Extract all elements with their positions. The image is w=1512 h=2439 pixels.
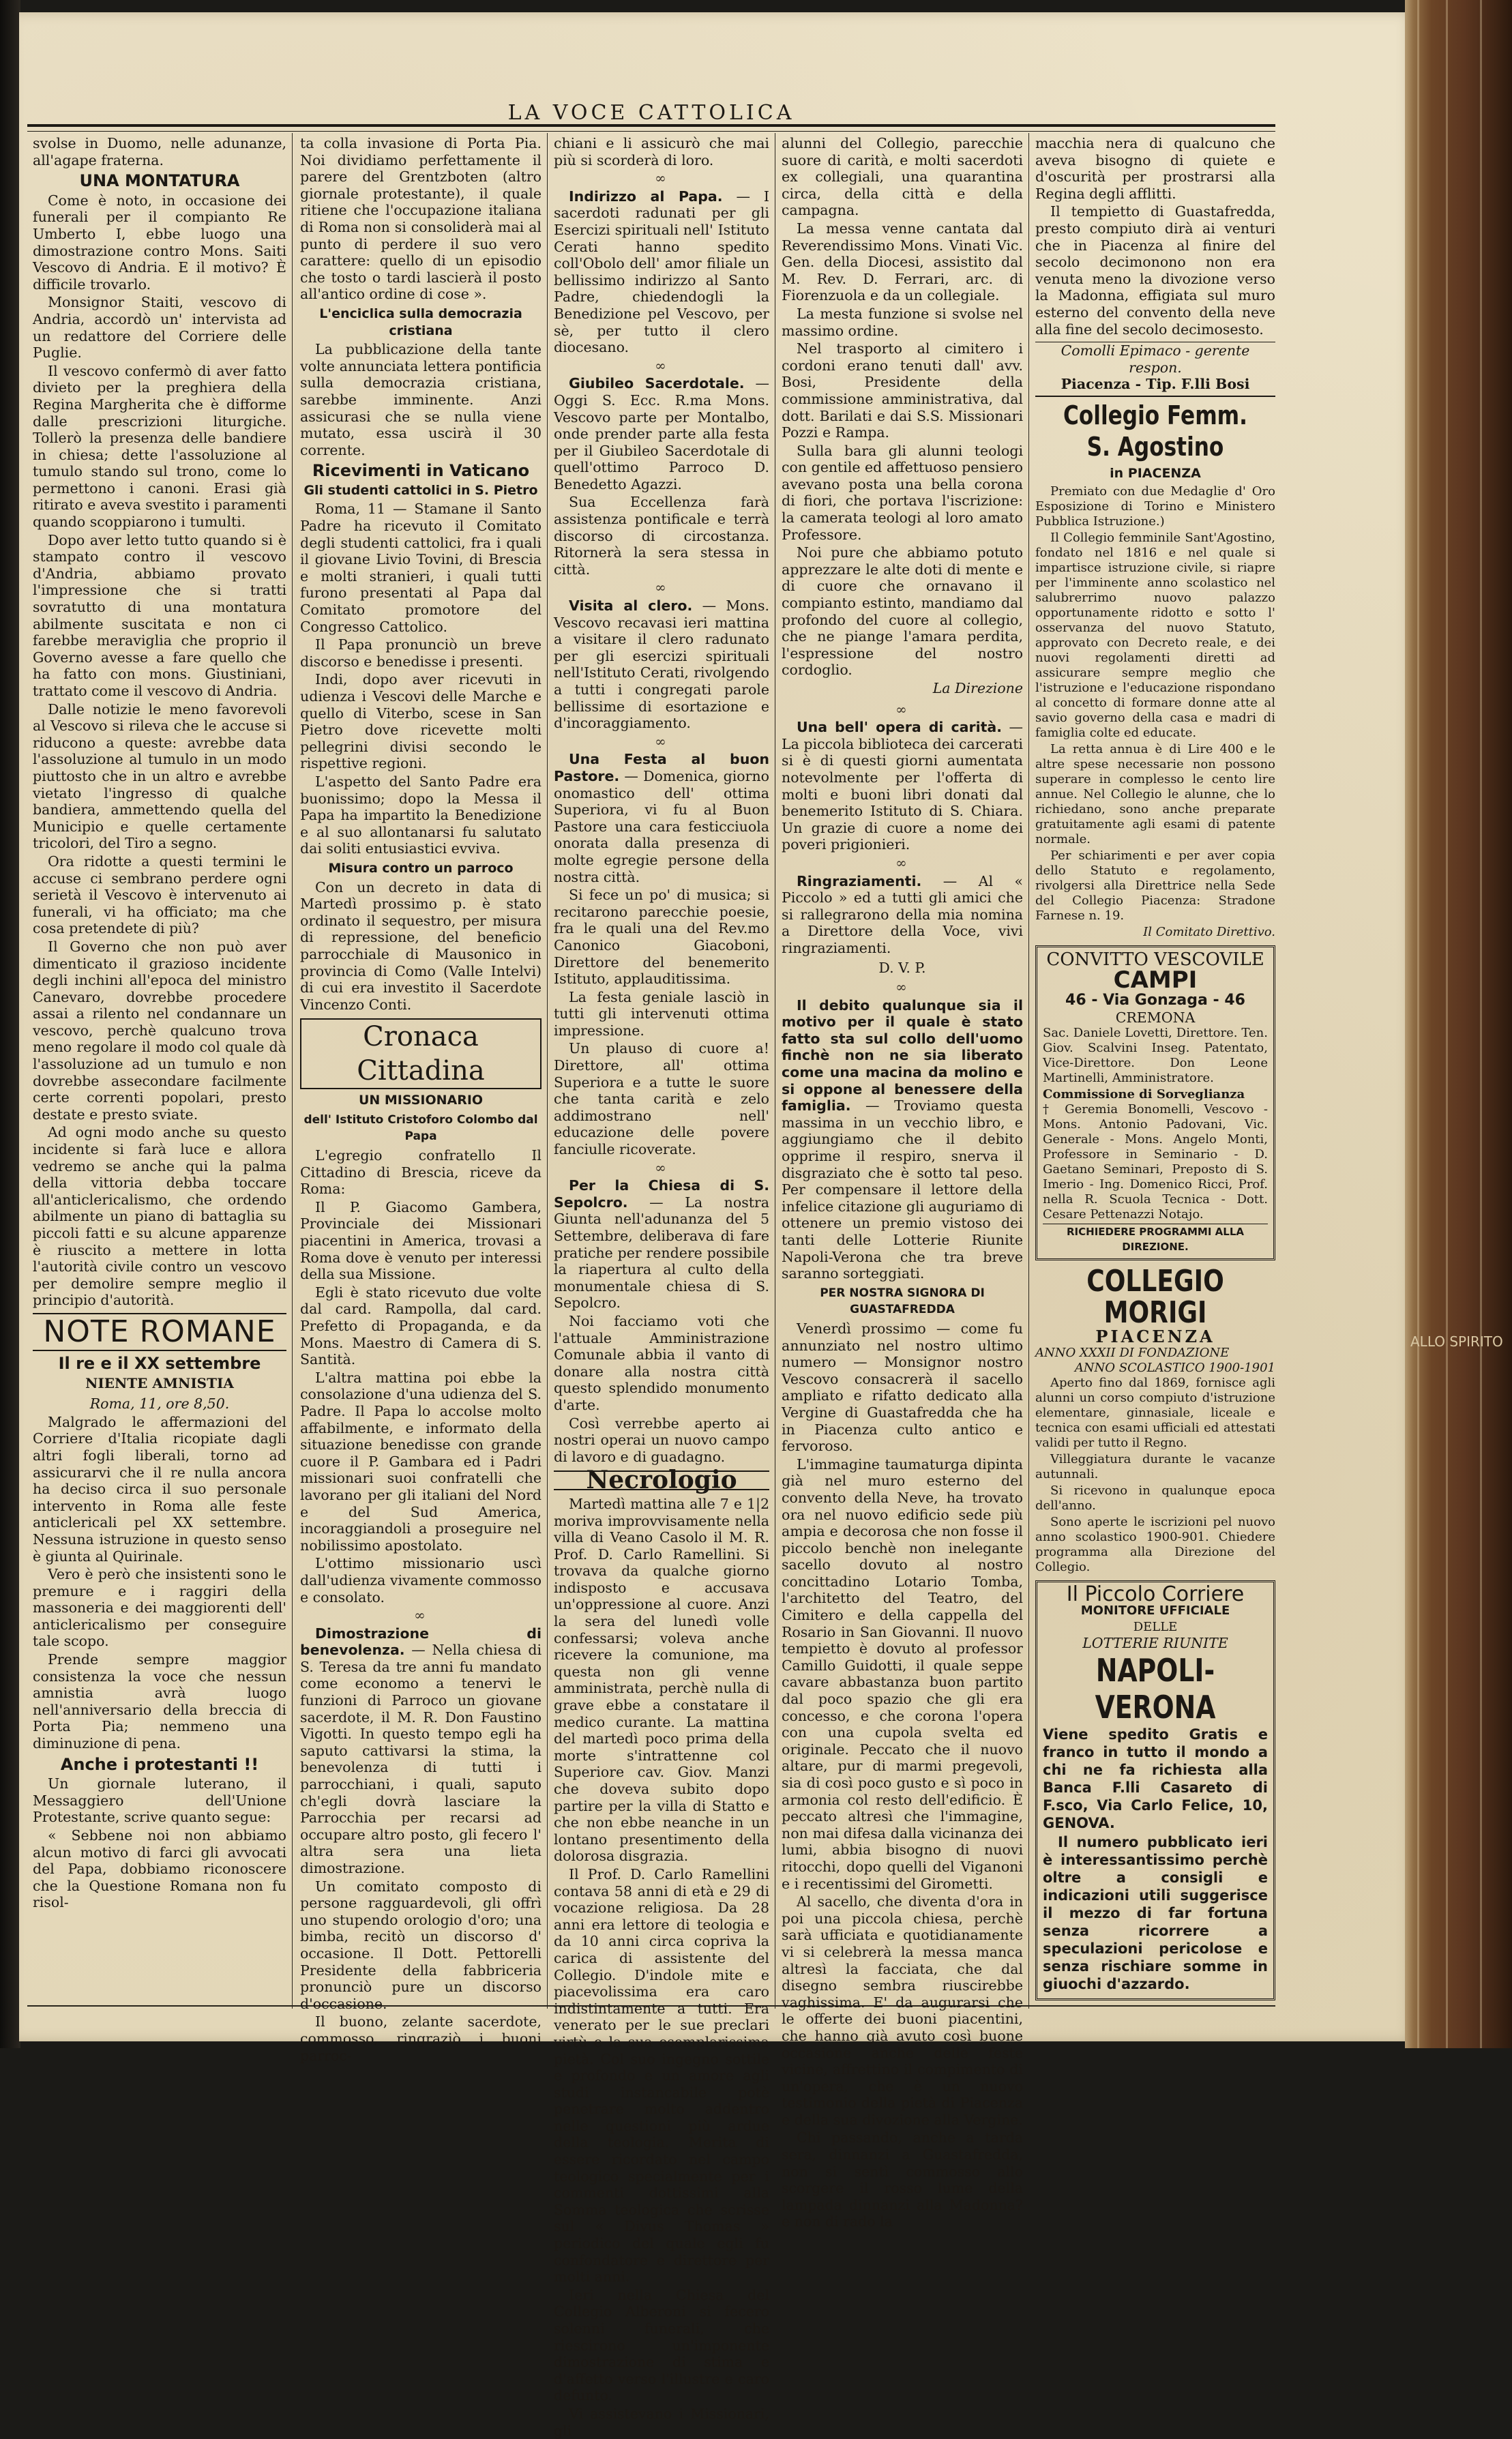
ad-subheading: MONITORE UFFICIALE	[1080, 1603, 1230, 1618]
article-text: Il vescovo confermò di aver fatto divieto per la preghiera della Regina Margherita che è difforme dalle prescrizioni liturgiche. Tollerò la presenza delle bandiere in chiesa; dette l'assoluzione al tumulo stando sul trono, come lo permettono i canoni. Erasi già ritirato e aveva svestito i paramenti quando scoppiarono i tumulti.	[33, 362, 286, 531]
article-heading: Ricevimenti in Vaticano	[312, 461, 530, 481]
article-text: L'aspetto del Santo Padre era buonissimo; dopo la Messa il Papa ha impartito la Benedizione e al suo allontanarsi fu salutato dai soliti entusiastici evviva.	[300, 773, 542, 857]
article-text: L'ottimo missionario uscì dall'udienza vivamente commosso e consolato.	[300, 1555, 542, 1606]
article-text: Sua Eccellenza farà assistenza pontificale e terrà discorso di circostanza. Ritornerà la sera stessa in città.	[554, 494, 769, 578]
article-text: — Al « Piccolo » ed a tutti gli amici che si rallegrarono della mia nomina a Direttore della Voce, vivi ringraziamenti.	[782, 872, 1023, 956]
article-text: Il buono, zelante sacerdote, commosso, ringraziò i buoni parroc-	[300, 2013, 542, 2064]
article-text: La pubblicazione della tante volte annunciata lettera pontificia sulla democrazia cristiana, sarebbe imminente. Anzi assicurasi che se nulla viene mutato, essa uscirà il 30 corrente.	[300, 341, 542, 458]
ad-address: 46 - Via Gonzaga - 46	[1065, 992, 1245, 1009]
article-text: L'immagine taumaturga dipinta già nel muro esterno del convento della Neve, ha trovato ora nel nuovo edificio sede più ampia e decorosa che non fosse il piccolo benchè non inelegante sacello dovuto al nostro concittadino Lotario Tomba, l'architetto del Teatro, del Cimitero e della cappella del Rosario in San Giovanni. Il nuovo tempietto è dovuto al professor Camillo Guidotti, il quale seppe cavare abbastanza buon partito dal poco spazio che gli era concesso, e che corona l'opera con una cupola svelta ed originale. Peccato che il nuovo altare, pur di marmi pregevoli, sia di così poco gusto e sì poco in armonia col resto dell'edificio. È peccato altresì che l'immagine, non mai difesa dalla vicinanza dei lumi, abbia bisogno di nuovi ritocchi, dopo quelli del Viganoni e i recentissimi del Girometti.	[782, 1455, 1023, 1892]
column-4	[782, 135, 1023, 2230]
ad-title: CONVITTO VESCOVILE	[1046, 949, 1264, 970]
article-text: alunni del Collegio, parecchie suore di carità, e molti sacerdoti ex collegiali, una quarantina circa, della città e della campagna.	[782, 135, 1023, 219]
ornament: ∞	[895, 979, 909, 996]
ad-year: ANNO XXXII DI FONDAZIONE	[1035, 1345, 1230, 1360]
ad-title: Collegio Femm. S. Agostino	[1063, 400, 1247, 462]
article-text	[554, 375, 769, 492]
article-text: — Mons. Vescovo recavasi ieri mattina a visitare il clero radunato per gli esercizi spirituali nell'Istituto Cerati, rivolgendo a tutti i congregati parole bellissime di esortazione e d'incoraggiamento.	[554, 597, 770, 732]
run-in-heading: Indirizzo al Papa.	[569, 188, 723, 205]
header-rule	[27, 124, 1275, 132]
ad-text: Il Collegio femminile Sant'Agostino, fondato nel 1816 e nel quale si impartisce istruzione civile, si riapre per l'imminente anno scolastico nel salubrerrimo nuovo palazzo opportunamente ridotto e sotto l' osservanza del nuovo Statuto, approvato con Decreto reale, e dei nuovi regolamenti diretti ad assicurare sempre meglio che l'istruzione e l'educazione rispondano al concetto di formare donne atte al savio governo della casa e madri di famiglia colte ed educate.	[1035, 530, 1275, 740]
article-text: Così verrebbe aperto ai nostri operai un nuovo campo di lavoro e di guadagno.	[554, 1415, 769, 1465]
column-1	[33, 135, 286, 2004]
ornament: ∞	[414, 1607, 428, 1624]
ad-text: Il numero pubblicato ieri è interessantissimo perchè oltre a consigli e indicazioni utili suggerisce il mezzo di far fortuna senza ricorrere a speculazioni pericolose e senza rischiare somme in giuochi d'azzardo.	[1043, 1833, 1268, 1992]
article-text: — Domenica, giorno onomastico dell' ottima Superiora, vi fu al Buon Pastore una cara festicciuola onorata dalla presenza di molte egregie persone della nostra città.	[554, 767, 769, 885]
article-heading: Misura contro un parroco	[328, 860, 514, 876]
article-text: Noi facciamo voti che l'attuale Amministrazione Comunale abbia il vanto di donare alla nostra città questo splendido monumento d'arte.	[554, 1312, 769, 1413]
section-heading: Necrologio	[554, 1470, 769, 1490]
article-text	[554, 1177, 769, 1312]
ad-text: Sono aperte le iscrizioni pel nuovo anno scolastico 1900-901. Chiedere programma alla Direzione del Collegio.	[1035, 1514, 1275, 1574]
article-text: Il Governo che non può aver dimenticato il grazioso incidente degli inchini all'epoca del ministro Canevaro, dovrebbe procedere assai a rilento nel condannare un vescovo, perchè qualcuno trova meno regolare il modo col quale dà l'assoluzione ad un tumulo e non dovrebbe assecondare facilmente certe correnti popolari, presto destate e presto sviate.	[33, 938, 286, 1123]
ad-collegio-sant-agostino	[1035, 400, 1275, 940]
article-subheading: NIENTE AMNISTIA	[85, 1374, 234, 1391]
ad-footer: RICHIEDERE PROGRAMMI ALLA DIREZIONE.	[1043, 1224, 1268, 1254]
book-spine	[1405, 0, 1512, 2048]
ad-title: Il Piccolo Corriere	[1066, 1582, 1245, 1606]
article-text: Nel trasporto al cimitero i cordoni erano tenuti dall' avv. Bosi, Presidente della commissione amministrativa, dal dott. Barilati e dai S.S. Missionari Pozzi e Rampa.	[782, 340, 1023, 441]
article-text: Con un decreto in data di Martedì prossimo p. è stato ordinato il sequestro, per misura di repressione, del beneficio parrocchiale di Mausonico in provincia di Como (Valle Intelvi) di cui era investito il Sacerdote Vincenzo Conti.	[300, 878, 542, 1013]
ornament: ∞	[655, 1159, 668, 1176]
article-heading: Anche i protestanti !!	[60, 1754, 259, 1774]
article-text: Venerdì prossimo — come fu annunziato nel nostro ultimo numero — Monsignor nostro Vescovo consacrerà il sacello ampliato e rifatto dedicato alla Vergine di Guastafredda che ha in Piacenza culto antico e fervoroso.	[782, 1320, 1023, 1455]
article-text: La festa geniale lasciò in tutti gli intervenuti ottima impressione.	[554, 988, 769, 1039]
run-in-heading: Visita al clero.	[569, 597, 693, 615]
article-text: Un plauso di cuore a! Direttore, all' ottima Superiora e a tutte le suore che tanta carità e zelo addimostrano nell' educazione delle povere fanciulle ricoverate.	[554, 1040, 769, 1158]
run-in-heading: Ringraziamenti.	[797, 872, 922, 889]
article-text: Ora ridotte a questi termini le accuse ci sembrano perdere ogni serietà il Vescovo è intervenuto ai funerali, vi ha officiato; ma che cosa pretendete di più?	[33, 853, 286, 937]
article-text	[554, 597, 769, 732]
article-text: — Oggi S. Ecc. R.ma Mons. Vescovo parte per Montalbo, onde prender parte alla festa per il Giubileo Sacerdotale di quell'ottimo Parroco D. Benedetto Agazzi.	[554, 375, 769, 492]
article-text: Roma, 11 — Stamane il Santo Padre ha ricevuto il Comitato degli studenti cattolici, fra i quali il giovane Livio Tovini, di Brescia e molti stranieri, i quali tutti furono presentati al Papa dal Comitato promotore del Congresso Cattolico.	[300, 501, 542, 635]
ad-title: COLLEGIO MORIGI	[1086, 1264, 1224, 1331]
article-text: Indi, dopo aver ricevuti in udienza i Vescovi delle Marche e quello di Viterbo, scese in San Pietro dove ricevette molti pellegrini divisi secondo le rispettive regioni.	[300, 671, 542, 772]
ad-collegio-morigi	[1035, 1266, 1275, 1575]
article-text: Ad ogni modo anche su questo incidente si farà luce e allora vedremo se anche qui la palma della vittoria debba toccare all'anticlericalismo, che ordendo abilmente un piano di battaglia su piccoli fatti e su alcune apparenze è riuscito a mettere in lotta l'autorità civile contro un vescovo per demolire sempre meglio il principio d'autorità.	[33, 1124, 286, 1309]
article-text: Monsignor Staiti, vescovo di Andria, accordò un' intervista ad un redattore del Corriere delle Puglie.	[33, 294, 286, 361]
article-text	[782, 873, 1023, 957]
article-text: Malgrado le affermazioni del Corriere d'Italia ricopiate dagli altri fogli liberali, torno ad assicurarvi che il re nulla ancora ha deciso circa il suo personale intervento in Roma alle feste anticlericali pel XX settembre. Nessuna istruzione in questo senso è giunta al Quirinale.	[33, 1413, 286, 1565]
printer-line: Piacenza - Tip. F.lli Bosi	[1061, 376, 1250, 393]
ad-text: Aperto fino dal 1869, fornisce agli alunni un corso compiuto d'istruzione elementare, ginnasiale, liceale e tecnica con esami ufficiali ed attestati validi per tutto il Regno.	[1035, 1375, 1275, 1450]
article-text: Un giornale luterano, il Messaggiero dell'Unione Protestante, scrive quanto segue:	[33, 1775, 286, 1826]
article-heading: UNA MONTATURA	[79, 171, 240, 191]
article-subheading: Gli studenti cattolici in S. Pietro	[303, 482, 538, 498]
ad-subheading: Commissione di Sorveglianza	[1043, 1087, 1245, 1102]
article-text: La mesta funzione si svolse nel massimo ordine.	[782, 305, 1023, 339]
article-text: svolse in Duomo, nelle adunanze, all'agape fraterna.	[33, 135, 286, 168]
article-text: Come è noto, in occasione dei funerali per il compianto Re Umberto I, ebbe luogo una dimostrazione contro Mons. Saiti Vescovo di Andria. E il motivo? È difficile trovarlo.	[33, 192, 286, 293]
ad-text: Premiato con due Medaglie d' Oro Esposizione di Torino e Ministero Pubblica Istruzione.)	[1035, 484, 1275, 529]
run-in-heading: Il debito qualunque sia il motivo per il quale è stato fatto sta sul collo dell'uomo finchè non ne sia liberato come una macina da molino e si oppone al benessere della famiglia.	[782, 996, 1023, 1114]
signature: D. V. P.	[878, 959, 926, 976]
article-text: Un comitato composto di persone ragguardevoli, gli offrì uno stupendo orologio d'oro; una bimba, recitò un discorso d' occasione. Il Dott. Pettorelli Presidente della fabbriceria pronunciò pure un discorso d'occasione.	[300, 1878, 542, 2012]
run-in-heading: Per la Chiesa di S. Sepolcro.	[554, 1177, 769, 1211]
article-text	[782, 997, 1023, 1282]
ad-text: Sac. Daniele Lovetti, Direttore. Ten. Giov. Scalvini Inseg. Patentato, Vice-Direttore. Don Leone Martinelli, Amministratore.	[1043, 1026, 1268, 1086]
article-text: Vero è però che insistenti sono le premure e i raggiri della massoneria e dei maggiorenti dell' anticlericalismo per conseguire tale scopo.	[33, 1566, 286, 1650]
ad-piccolo-corriere	[1035, 1580, 1275, 2000]
article-text: chiani e li assicurò che mai più si scorderà di loro.	[554, 135, 769, 168]
article-text: Il Papa pronunciò un breve discorso e benedisse i presenti.	[300, 636, 542, 670]
article-text: Il tempietto di Guastafredda, presto compiuto dirà ai venturi che in Piacenza al finire del secolo decimonono non era venuta meno la divozione verso la Madonna, effigiata sul muro esterno del convento della neve alla fine del secolo decimosesto.	[1035, 203, 1275, 338]
spine-label: ALLO SPIRITO	[1410, 1333, 1503, 1350]
ad-signature: Il Comitato Direttivo.	[1143, 924, 1275, 939]
article-text: — La nostra Giunta nell'adunanza del 5 Settembre, deliberava di fare pratiche per rendere possibile la riapertura al culto della monumentale chiesa di S. Sepolcro.	[554, 1194, 769, 1312]
run-in-heading: Una Festa al buon Pastore.	[554, 751, 769, 784]
ornament: ∞	[895, 700, 909, 718]
article-text	[300, 1625, 542, 1877]
run-in-heading: Giubileo Sacerdotale.	[569, 375, 745, 392]
run-in-heading: Dimostrazione di benevolenza.	[300, 1625, 542, 1659]
article-text: L'altra mattina poi ebbe la consolazione d'una udienza del S. Padre. Il Papa lo accolse molto affabilmente, e informato della situazione benedisse con grande cuore il P. Gambara ed i Padri missionari suoi confratelli che lavorano per gli italiani del Nord e del Sud America, incoraggiandoli a proseguire nel nobilissimo apostolato.	[300, 1369, 542, 1554]
ad-text: Per schiarimenti e per aver copia dello Statuto e regolamento, rivolgersi alla Direttrice nella Sede del Collegio Piacenza: Stradone Farnese n. 19.	[1035, 848, 1275, 923]
article-heading: L'enciclica sulla democrazia cristiana	[319, 306, 522, 338]
ad-text: Villeggiatura durante le vacanze autunnali.	[1035, 1451, 1275, 1481]
ornament: ∞	[655, 357, 668, 374]
ad-text: La retta annua è di Lire 400 e le altre spese necessarie non possono superare in complesso le cento lire annue. Nel Collegio le alunne, che lo richiedano, sono anche preparate gratuitamente agli esami di patente normale.	[1035, 741, 1275, 846]
article-text	[554, 751, 769, 885]
article-text: — Troviamo questa massima in un vecchio libro, e aggiungiamo che il debito opprime il respiro, snerva il disgraziato che è sotto tal peso. Per compensare il lettore della infelice citazione gli auguriamo di ottenere un premio vistoso dei tanti delle Lotterie Riunite Napoli-Verona che tra breve saranno sorteggiati.	[782, 1097, 1023, 1282]
column-2	[300, 135, 542, 2064]
article-text: Martedì mattina alle 7 e 1|2 moriva improvvisamente nella villa di Veano Casolo il M. R. Prof. D. Carlo Ramellini. Si trovava da qualche giorno indisposto e accusava un'oppressione al cuore. Anzi la sera del lunedì volle confessarsi; voleva anche ricevere la comunione, ma questa non gli venne amministrata, perchè nulla di grave ebbe a constatare il medico curante. La mattina del martedì poco prima della morte s'intrattenne col Superiore cav. Giov. Manzi che doveva subito dopo partire per la villa di Statto e che non ebbe neanche in un lontano presentimento della dolorosa disgrazia.	[554, 1495, 769, 1865]
article-text: Il Prof. D. Carlo Ramellini contava 58 anni di età e 29 di vocazione religiosa. Da 28 anni era lettore di teologia e da 10 anni circa copriva la carica di assistente del Collegio. D'indole mite e piacevolissima era caro indistintamente a tutti. Era venerato per le sue preclari virtù e la sua esemplarissima pietà. Col suo ingegno sottile e profondo e un amore agli studi instancabile potè penetrare molto addentro nelle questioni più ardue della teologia. Merita di essere ricordato nel campo teologico specialmente per i commenti dottissimi alla Somma teologica che scrisse sul « Divus Thomas » periodico del quale egli fu confondatore e direttore per molti anni.	[554, 1865, 769, 2286]
article-text: — Nella chiesa di S. Teresa da tre anni fu mandato come economo a tenervi le funzioni di Parroco un giovane sacerdote, il M. R. Don Faustino Vigotti. In questo tempo egli ha saputo cattivarsi la stima, la benevolenza di tutti i parrocchiani, i quali, saputo ch'egli dovrà lasciare la Parrocchia per recarsi ad occupare altro posto, gli fecero l' altra sera una lieta dimostrazione.	[300, 1642, 542, 1876]
article-text	[554, 188, 769, 356]
section-heading: Cronaca Cittadina	[300, 1018, 542, 1089]
gerente-line: Comolli Epimaco - gerente respon.	[1061, 342, 1250, 376]
signature: La Direzione	[932, 680, 1023, 696]
article-text: Vi assistevano i Missionari, gli	[554, 2405, 769, 2439]
ad-name: NAPOLI-VERONA	[1095, 1651, 1216, 1726]
article-text: Dalle notizie le meno favorevoli al Vescovo si rileva che le accuse si riducono a queste: avrebbe data l'assoluzione al tumulo in un modo piuttosto che in un altro e avrebbe vietato l'ingresso di qualche bandiera, ammettendo quella del Municipio e quelle certamente tricolori, del Tiro a segno.	[33, 700, 286, 852]
article-text	[782, 719, 1023, 853]
ad-city: PIACENZA	[1095, 1327, 1215, 1347]
ad-text: † Geremia Bonomelli, Vescovo - Mons. Antonio Padovani, Vic. Generale - Mons. Angelo Monti, Professore in Seminario - D. Gaetano Seminari, Preposto di S. Imerio - Ing. Domenico Ricci, Prof. nella R. Scuola Tecnica - Dott. Cesare Pettenazzi Notajo.	[1043, 1102, 1268, 1222]
article-text: Dopo aver letto tutto quando si è stampato contro il vescovo d'Andria, abbiamo provato l'impressione che si tratti sovratutto di una montatura abilmente suscitata e non ci farebbe meraviglia che proprio il Governo avesse a fare quello che ha fatto con mons. Giustiniani, trattato come il vescovo di Andria.	[33, 531, 286, 699]
ad-text: Si ricevono in qualunque epoca dell'anno.	[1035, 1483, 1275, 1513]
ad-convitto-campi	[1035, 945, 1275, 1261]
article-text: La messa venne cantata dal Reverendissimo Mons. Vinati Vic. Gen. della Diocesi, assistito dal M. Rev. D. Ferrari, arc. di Fiorenzuola e da un collegiale.	[782, 220, 1023, 304]
article-heading: Il re e il XX settembre	[58, 1353, 261, 1373]
article-text: Si fece un po' di musica; si recitarono parecchie poesie, fra le quali una del Rev.mo Canonico Giacoboni, Direttore del benemerito Istituto, applauditissima.	[554, 887, 769, 988]
column-5	[1035, 135, 1275, 2004]
ad-text: DELLE	[1133, 1620, 1178, 1635]
article-text: macchia nera di qualcuno che aveva bisogno di quiete e d'oscurità per prostrarsi alla Regina degli afflitti.	[1035, 135, 1275, 202]
article-text: Egli è stato ricevuto due volte dal card. Rampolla, dal card. Prefetto di Propaganda, e da Mons. Maestro di Camera di S. Santità.	[300, 1284, 542, 1368]
ornament: ∞	[655, 170, 668, 187]
article-text: L'egregio confratello Il Cittadino di Brescia, riceve da Roma:	[300, 1147, 542, 1198]
newspaper-header: LA VOCE CATTOLICA	[507, 101, 795, 125]
article-text: Ieri nella Chiesa del Collegio Alberoni si fecero solenni funerali, che riescirono un'imponente dimostrazione di stima e d'affetto verso l'illustre e caro defunto.	[554, 2286, 769, 2404]
column-divider	[292, 133, 293, 2009]
column-3	[554, 135, 770, 2439]
article-text: Al sacello, che diventa d'ora in poi una piccola chiesa, perchè sarà ufficiata e quotidianamente vi si celebrerà la messa manca altresì la facciata, che dal disegno sembra riuscirebbe vaghissima. E' da augurarsi che le offerte dei buoni piacentini, che hanno già avuto così buone occasione anche delle feste vicine, affrettino il compimento di un'opera, che è un nuovo testimonio della pietà di Piacenza e della sua divozione alla Vergine.	[782, 1893, 1023, 2128]
article-heading: UN MISSIONARIO	[358, 1093, 484, 1108]
ornament: ∞	[655, 579, 668, 596]
ornament: ∞	[895, 854, 909, 871]
article-text: Prende sempre maggior consistenza la voce che nessun amnistia avrà luogo nell'anniversario della breccia di Porta Pia; nemmeno una diminuzione di pena.	[33, 1651, 286, 1752]
article-text: Sulla bara gli alunni teologi con gentile ed affettuoso pensiero avevano posta una bella corona di fiori, che portava l'iscrizione: la camerata teologi al loro amato Professore.	[782, 442, 1023, 543]
article-heading: PER NOSTRA SIGNORA DI GUASTAFREDDA	[820, 1286, 985, 1317]
article-text: Noi pure che abbiamo potuto apprezzare le alte doti di mente e di cuore che ornavano il compianto estinto, mandiamo dal profondo del cuore al collegio, che ne piange l'amara perdita, l'espressione del nostro cordoglio.	[782, 544, 1023, 679]
column-divider	[1028, 133, 1029, 2009]
article-text: Il P. Giacomo Gambera, Provinciale dei Missionari piacentini in America, trovasi a Roma dove è venuto per interessi della sua Missione.	[300, 1198, 542, 1283]
ad-name: CAMPI	[1113, 966, 1198, 994]
article-text: — La piccola biblioteca dei carcerati si è di questi giorni aumentata notevolmente per l'offerta di molti e buoni libri donati dal benemerito Istituto di S. Chiara. Un grazie di cuore a nome dei poveri prigionieri.	[782, 719, 1023, 853]
article-text: « Sebbene noi non abbiamo alcun motivo di farci gli avvocati del Papa, dobbiamo riconoscere che la Questione Romana non fu risol-	[33, 1827, 286, 1911]
article-text: Chi passando, anche a tarda sera, dinnanzi a Guastafredda, non si sentì commosso allo scorgere il rosso lume della lampada dinnanzi alla Madonna? e non di rado la	[782, 2129, 1023, 2230]
ad-year: ANNO SCOLASTICO 1900-1901	[1074, 1360, 1275, 1375]
scan-left-edge	[0, 0, 20, 2048]
article-text: ta colla invasione di Porta Pia. Noi dividiamo perfettamente il parere del Grentzboten (altro giornale protestante), il quale ritiene che l'occupazione italiana di Roma non si consoliderà mai al punto di perdere il suo vero carattere: quello di un episodio che tosto o tardi lascierà il posto all'antico ordine di cose ».	[300, 135, 542, 303]
ad-text: Viene spedito Gratis e franco in tutto il mondo a chi ne fa richiesta alla Banca F.lli Casareto di F.sco, Via Carlo Felice, 10, GENOVA.	[1043, 1726, 1268, 1831]
ad-city: in PIACENZA	[1110, 465, 1201, 481]
column-divider	[547, 133, 548, 2009]
ad-text: LOTTERIE RIUNITE	[1082, 1635, 1228, 1652]
ad-city: CREMONA	[1115, 1009, 1196, 1026]
section-heading: NOTE ROMANE	[33, 1313, 286, 1351]
ornament: ∞	[655, 733, 668, 750]
article-text: — I sacerdoti radunati per gli Esercizi spirituali nell' Istituto Cerati hanno spedito coll'Obolo dell' amor filiale un bellissimo indirizzo al Santo Padre, chiedendogli la Benedizione pel Vescovo, per sè, per tutto il clero diocesano.	[554, 188, 769, 356]
run-in-heading: Una bell' opera di carità.	[797, 719, 1003, 736]
dateline: Roma, 11, ore 8,50.	[89, 1395, 230, 1413]
article-subheading: dell' Istituto Cristoforo Colombo dal Papa	[303, 1112, 538, 1144]
